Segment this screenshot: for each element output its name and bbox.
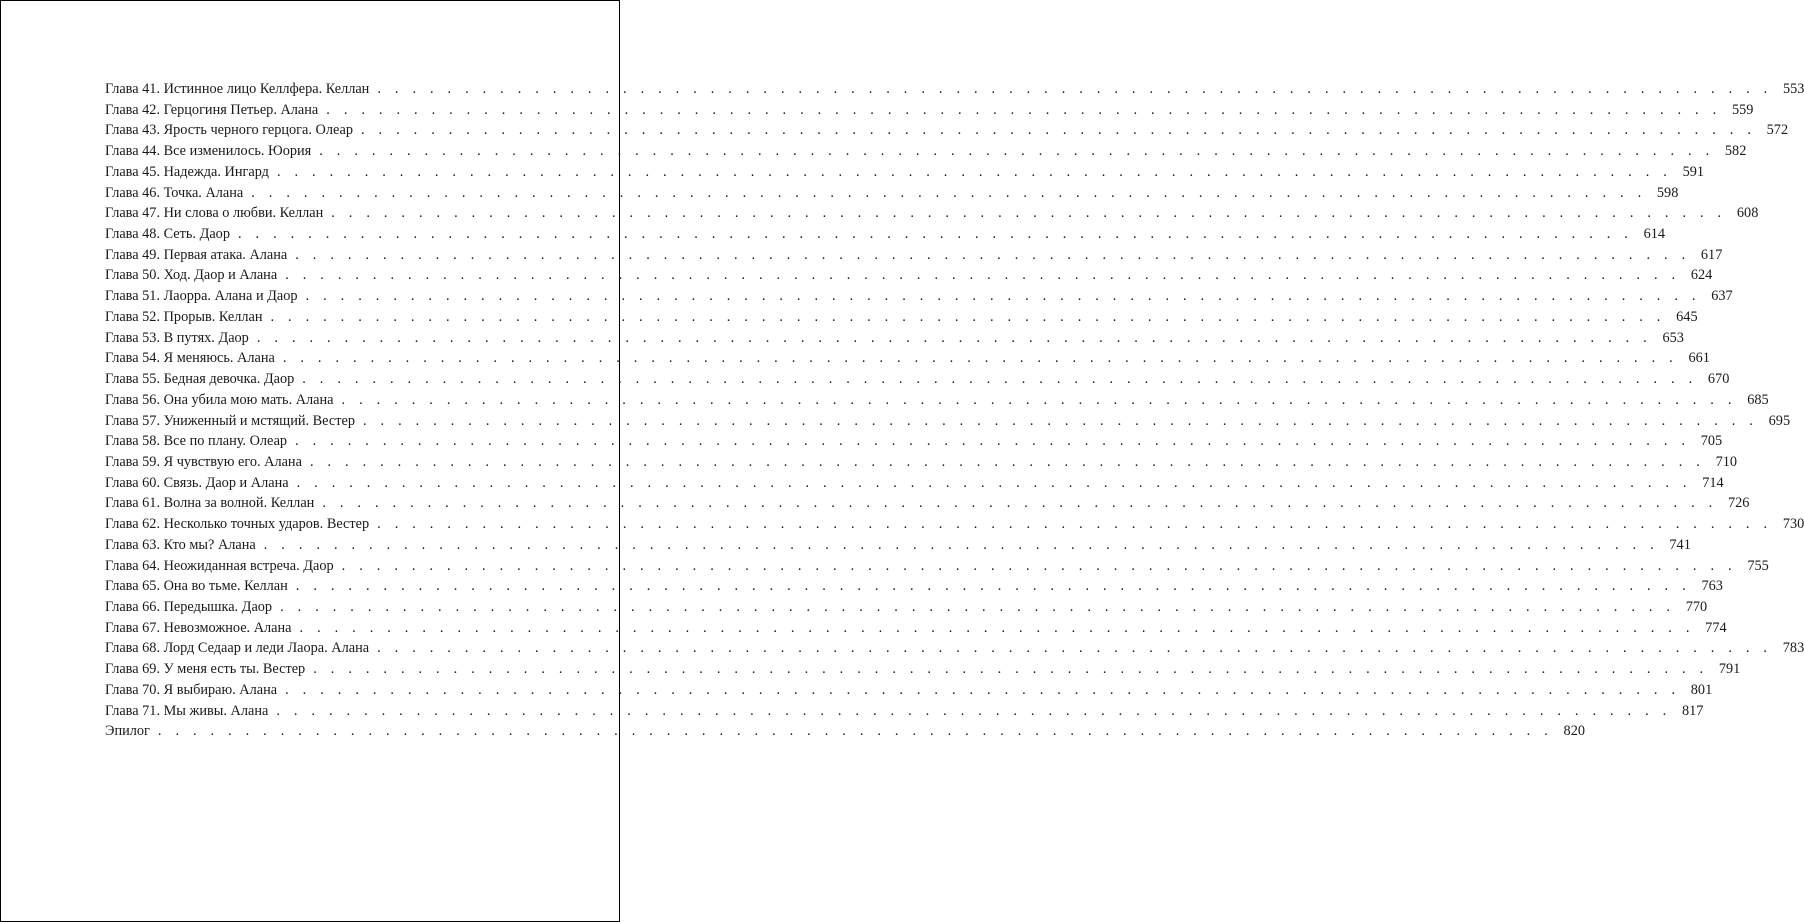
toc-entry (105, 431, 1723, 452)
toc-dot-leader: . . . . . . . . . . . . . . . . . . . . . . . . . . . . . . . . . . . . . . . . . . . . . . . . . . . . . . . . . . . . . . . . . . . . . . . . . . . . . . . . (295, 578, 1691, 595)
toc-entry (105, 79, 1804, 100)
toc-entry-page-number: 670 (1707, 371, 1730, 388)
toc-entry-title: Глава 70. Я выбираю. Алана (105, 681, 278, 698)
toc-entry-title: Глава 57. Униженный и мстящий. Вестер (105, 412, 355, 429)
toc-entry-title: Глава 54. Я меняюсь. Алана (105, 350, 275, 367)
toc-entry (105, 224, 1666, 245)
toc-dot-leader: . . . . . . . . . . . . . . . . . . . . . . . . . . . . . . . . . . . . . . . . . . . . . . . . . . . . . . . . . . . . . . . . . . . . . . . . . . . . . . . . (295, 433, 1691, 450)
toc-entry-page-number: 614 (1643, 226, 1666, 243)
toc-entry-title: Глава 41. Истинное лицо Келлфера. Келлан (105, 81, 370, 97)
toc-entry-title: Глава 52. Прорыв. Келлан (105, 308, 263, 325)
toc-entry-title: Глава 48. Сеть. Даор (105, 226, 230, 243)
toc-entry-page-number: 714 (1702, 474, 1724, 491)
toc-entry-title: Глава 51. Лаорра. Алана и Даор (105, 288, 298, 305)
toc-entry (105, 452, 1738, 473)
toc-entry-title: Глава 71. Мы живы. Алана (105, 702, 269, 719)
toc-entry (105, 493, 1750, 514)
toc-entry (105, 721, 1585, 742)
toc-entry (105, 162, 1705, 183)
toc-entry-title: Глава 47. Ни слова о любви. Келлан (105, 205, 324, 222)
toc-dot-leader: . . . . . . . . . . . . . . . . . . . . . . . . . . . . . . . . . . . . . . . . . . . . . . . . . . . . . . . . . . . . . . . . . . . . . . . . . . . . . . . . (285, 681, 1681, 698)
toc-dot-leader: . . . . . . . . . . . . . . . . . . . . . . . . . . . . . . . . . . . . . . . . . . . . . . . . . . . . . . . . . . . . . . . . . . . . . . . . . . . . . . . . (276, 163, 1673, 180)
toc-entry-page-number: 763 (1701, 578, 1723, 595)
toc-entry (105, 411, 1791, 432)
toc-entry-page-number: 774 (1705, 619, 1727, 636)
toc-entry-page-number: 705 (1700, 433, 1723, 450)
toc-dot-leader: . . . . . . . . . . . . . . . . . . . . . . . . . . . . . . . . . . . . . . . . . . . . . . . . . . . . . . . . . . . . . . . . . . . . . . . . . . . . . . . . (377, 516, 1773, 533)
toc-entry-page-number: 726 (1727, 495, 1750, 512)
toc-entry (105, 286, 1733, 307)
toc-entry-page-number: 645 (1676, 308, 1698, 325)
toc-entry (105, 556, 1769, 577)
toc-entry-title: Глава 55. Бедная девочка. Даор (105, 371, 295, 388)
toc-dot-leader: . . . . . . . . . . . . . . . . . . . . . . . . . . . . . . . . . . . . . . . . . . . . . . . . . . . . . . . . . . . . . . . . . . . . . . . . . . . . . . . . (282, 350, 1678, 367)
toc-dot-leader: . . . . . . . . . . . . . . . . . . . . . . . . . . . . . . . . . . . . . . . . . . . . . . . . . . . . . . . . . . . . . . . . . . . . . . . . . . . . . . . . (280, 598, 1676, 615)
toc-entry-title: Глава 46. Точка. Алана (105, 184, 244, 201)
toc-dot-leader: . . . . . . . . . . . . . . . . . . . . . . . . . . . . . . . . . . . . . . . . . . . . . . . . . . . . . . . . . . . . . . . . . . . . . . . . . . . . . . . . (276, 702, 1672, 719)
toc-entry-page-number: 695 (1768, 412, 1791, 429)
toc-entry-title: Глава 64. Неожиданная встреча. Даор (105, 557, 334, 574)
toc-entry-title: Эпилог (105, 723, 150, 740)
toc-entry-title: Глава 63. Кто мы? Алана (105, 536, 256, 553)
toc-dot-leader: . . . . . . . . . . . . . . . . . . . . . . . . . . . . . . . . . . . . . . . . . . . . . . . . . . . . . . . . . . . . . . . . . . . . . . . . . . . . . . . . (322, 495, 1718, 512)
toc-entry-title: Глава 59. Я чувствую его. Алана (105, 453, 302, 470)
toc-entry-page-number: 637 (1711, 288, 1733, 305)
toc-entry-page-number: 817 (1681, 702, 1704, 719)
toc-entry-page-number: 730 (1782, 516, 1804, 533)
toc-dot-leader: . . . . . . . . . . . . . . . . . . . . . . . . . . . . . . . . . . . . . . . . . . . . . . . . . . . . . . . . . . . . . . . . . . . . . . . . . . . . . . . . (331, 205, 1727, 222)
toc-entry-title: Глава 50. Ход. Даор и Алана (105, 267, 278, 284)
toc-entry-page-number: 661 (1688, 350, 1710, 367)
toc-entry-title: Глава 42. Герцогиня Петьер. Алана (105, 101, 319, 118)
toc-entry (105, 100, 1754, 121)
toc-dot-leader: . . . . . . . . . . . . . . . . . . . . . . . . . . . . . . . . . . . . . . . . . . . . . . . . . . . . . . . . . . . . . . . . . . . . . . . . . . . . . . . . (302, 371, 1698, 388)
toc-entry-title: Глава 62. Несколько точных ударов. Вестер (105, 516, 370, 533)
toc-entry-title: Глава 56. Она убила мою мать. Алана (105, 391, 334, 408)
toc-entry-title: Глава 61. Волна за волной. Келлан (105, 495, 315, 512)
toc-entry-page-number: 820 (1563, 723, 1585, 740)
toc-dot-leader: . . . . . . . . . . . . . . . . . . . . . . . . . . . . . . . . . . . . . . . . . . . . . . . . . . . . . . . . . . . . . . . . . . . . . . . . . . . . . . . . (256, 329, 1652, 346)
toc-entry (105, 514, 1804, 535)
table-of-contents (105, 79, 1804, 742)
toc-entry-page-number: 770 (1685, 598, 1708, 615)
toc-dot-leader: . . . . . . . . . . . . . . . . . . . . . . . . . . . . . . . . . . . . . . . . . . . . . . . . . . . . . . . . . . . . . . . . . . . . . . . . . . . . . . . . (326, 101, 1722, 118)
toc-entry (105, 203, 1759, 224)
toc-entry (105, 307, 1698, 328)
toc-entry (105, 576, 1723, 597)
toc-entry (105, 680, 1713, 701)
toc-dot-leader: . . . . . . . . . . . . . . . . . . . . . . . . . . . . . . . . . . . . . . . . . . . . . . . . . . . . . . . . . . . . . . . . . . . . . . . . . . . . . . . . (341, 391, 1737, 408)
toc-entry-page-number: 710 (1715, 453, 1738, 470)
toc-entry-page-number: 755 (1747, 557, 1769, 574)
toc-entry (105, 183, 1679, 204)
toc-entry-title: Глава 68. Лорд Седаар и леди Лаора. Алана (105, 640, 370, 657)
toc-dot-leader: . . . . . . . . . . . . . . . . . . . . . . . . . . . . . . . . . . . . . . . . . . . . . . . . . . . . . . . . . . . . . . . . . . . . . . . . . . . . . . . . (305, 288, 1701, 305)
toc-entry (105, 141, 1747, 162)
toc-dot-leader: . . . . . . . . . . . . . . . . . . . . . . . . . . . . . . . . . . . . . . . . . . . . . . . . . . . . . . . . . . . . . . . . . . . . . . . . . . . . . . . . (296, 474, 1692, 491)
toc-entry-page-number: 608 (1736, 205, 1759, 222)
toc-dot-leader: . . . . . . . . . . . . . . . . . . . . . . . . . . . . . . . . . . . . . . . . . . . . . . . . . . . . . . . . . . . . . . . . . . . . . . . . . . . . . . . . (319, 143, 1715, 160)
toc-entry (105, 390, 1769, 411)
toc-entry (105, 473, 1724, 494)
toc-entry (105, 659, 1741, 680)
toc-entry (105, 120, 1789, 141)
toc-entry (105, 618, 1727, 639)
toc-entry (105, 701, 1704, 722)
toc-entry-page-number: 624 (1690, 267, 1713, 284)
toc-entry-title: Глава 66. Передышка. Даор (105, 598, 273, 615)
toc-entry-page-number: 685 (1747, 391, 1769, 408)
toc-entry (105, 348, 1710, 369)
toc-dot-leader: . . . . . . . . . . . . . . . . . . . . . . . . . . . . . . . . . . . . . . . . . . . . . . . . . . . . . . . . . . . . . . . . . . . . . . . . . . . . . . . . (157, 723, 1553, 740)
toc-entry-page-number: 582 (1724, 143, 1747, 160)
toc-entry-title: Глава 43. Ярость черного герцога. Олеар (105, 122, 353, 139)
toc-entry-title: Глава 53. В путях. Даор (105, 329, 249, 346)
toc-dot-leader: . . . . . . . . . . . . . . . . . . . . . . . . . . . . . . . . . . . . . . . . . . . . . . . . . . . . . . . . . . . . . . . . . . . . . . . . . . . . . . . . (270, 308, 1666, 325)
toc-entry-page-number: 553 (1783, 81, 1804, 97)
toc-entry (105, 328, 1684, 349)
toc-entry-page-number: 559 (1731, 101, 1754, 118)
toc-entry-title: Глава 67. Невозможное. Алана (105, 619, 292, 636)
toc-dot-leader: . . . . . . . . . . . . . . . . . . . . . . . . . . . . . . . . . . . . . . . . . . . . . . . . . . . . . . . . . . . . . . . . . . . . . . . . . . . . . . . . (361, 122, 1757, 139)
toc-dot-leader: . . . . . . . . . . . . . . . . . . . . . . . . . . . . . . . . . . . . . . . . . . . . . . . . . . . . . . . . . . . . . . . . . . . . . . . . . . . . . . . . (285, 267, 1681, 284)
toc-dot-leader: . . . . . . . . . . . . . . . . . . . . . . . . . . . . . . . . . . . . . . . . . . . . . . . . . . . . . . . . . . . . . . . . . . . . . . . . . . . . . . . . (377, 81, 1773, 97)
toc-entry (105, 265, 1713, 286)
toc-dot-leader: . . . . . . . . . . . . . . . . . . . . . . . . . . . . . . . . . . . . . . . . . . . . . . . . . . . . . . . . . . . . . . . . . . . . . . . . . . . . . . . . (313, 661, 1709, 678)
toc-entry (105, 638, 1804, 659)
toc-entry-title: Глава 45. Надежда. Ингард (105, 163, 269, 180)
toc-entry-title: Глава 65. Она во тьме. Келлан (105, 578, 288, 595)
toc-dot-leader: . . . . . . . . . . . . . . . . . . . . . . . . . . . . . . . . . . . . . . . . . . . . . . . . . . . . . . . . . . . . . . . . . . . . . . . . . . . . . . . . (295, 246, 1691, 263)
toc-entry-page-number: 653 (1662, 329, 1684, 346)
toc-entry-page-number: 617 (1700, 246, 1723, 263)
toc-entry-page-number: 801 (1690, 681, 1713, 698)
toc-entry-title: Глава 44. Все изменилось. Юория (105, 143, 312, 160)
toc-dot-leader: . . . . . . . . . . . . . . . . . . . . . . . . . . . . . . . . . . . . . . . . . . . . . . . . . . . . . . . . . . . . . . . . . . . . . . . . . . . . . . . . (299, 619, 1695, 636)
toc-entry-title: Глава 60. Связь. Даор и Алана (105, 474, 289, 491)
toc-entry-title: Глава 58. Все по плану. Олеар (105, 433, 288, 450)
toc-dot-leader: . . . . . . . . . . . . . . . . . . . . . . . . . . . . . . . . . . . . . . . . . . . . . . . . . . . . . . . . . . . . . . . . . . . . . . . . . . . . . . . . (263, 536, 1659, 553)
toc-entry-page-number: 591 (1682, 163, 1705, 180)
toc-entry-title: Глава 49. Первая атака. Алана (105, 246, 288, 263)
toc-dot-leader: . . . . . . . . . . . . . . . . . . . . . . . . . . . . . . . . . . . . . . . . . . . . . . . . . . . . . . . . . . . . . . . . . . . . . . . . . . . . . . . . (377, 640, 1773, 657)
toc-entry-page-number: 572 (1766, 122, 1789, 139)
toc-entry-page-number: 741 (1669, 536, 1691, 553)
toc-entry-title: Глава 69. У меня есть ты. Вестер (105, 661, 306, 678)
toc-entry (105, 597, 1708, 618)
toc-entry (105, 535, 1691, 556)
toc-entry (105, 369, 1730, 390)
toc-dot-leader: . . . . . . . . . . . . . . . . . . . . . . . . . . . . . . . . . . . . . . . . . . . . . . . . . . . . . . . . . . . . . . . . . . . . . . . . . . . . . . . . (341, 557, 1737, 574)
toc-dot-leader: . . . . . . . . . . . . . . . . . . . . . . . . . . . . . . . . . . . . . . . . . . . . . . . . . . . . . . . . . . . . . . . . . . . . . . . . . . . . . . . . (237, 226, 1634, 243)
toc-entry-page-number: 791 (1718, 661, 1741, 678)
toc-dot-leader: . . . . . . . . . . . . . . . . . . . . . . . . . . . . . . . . . . . . . . . . . . . . . . . . . . . . . . . . . . . . . . . . . . . . . . . . . . . . . . . . (309, 453, 1706, 470)
toc-entry-page-number: 598 (1656, 184, 1679, 201)
toc-dot-leader: . . . . . . . . . . . . . . . . . . . . . . . . . . . . . . . . . . . . . . . . . . . . . . . . . . . . . . . . . . . . . . . . . . . . . . . . . . . . . . . . (362, 412, 1759, 429)
toc-entry (105, 245, 1723, 266)
toc-dot-leader: . . . . . . . . . . . . . . . . . . . . . . . . . . . . . . . . . . . . . . . . . . . . . . . . . . . . . . . . . . . . . . . . . . . . . . . . . . . . . . . . (251, 184, 1647, 201)
toc-entry-page-number: 783 (1782, 640, 1804, 657)
